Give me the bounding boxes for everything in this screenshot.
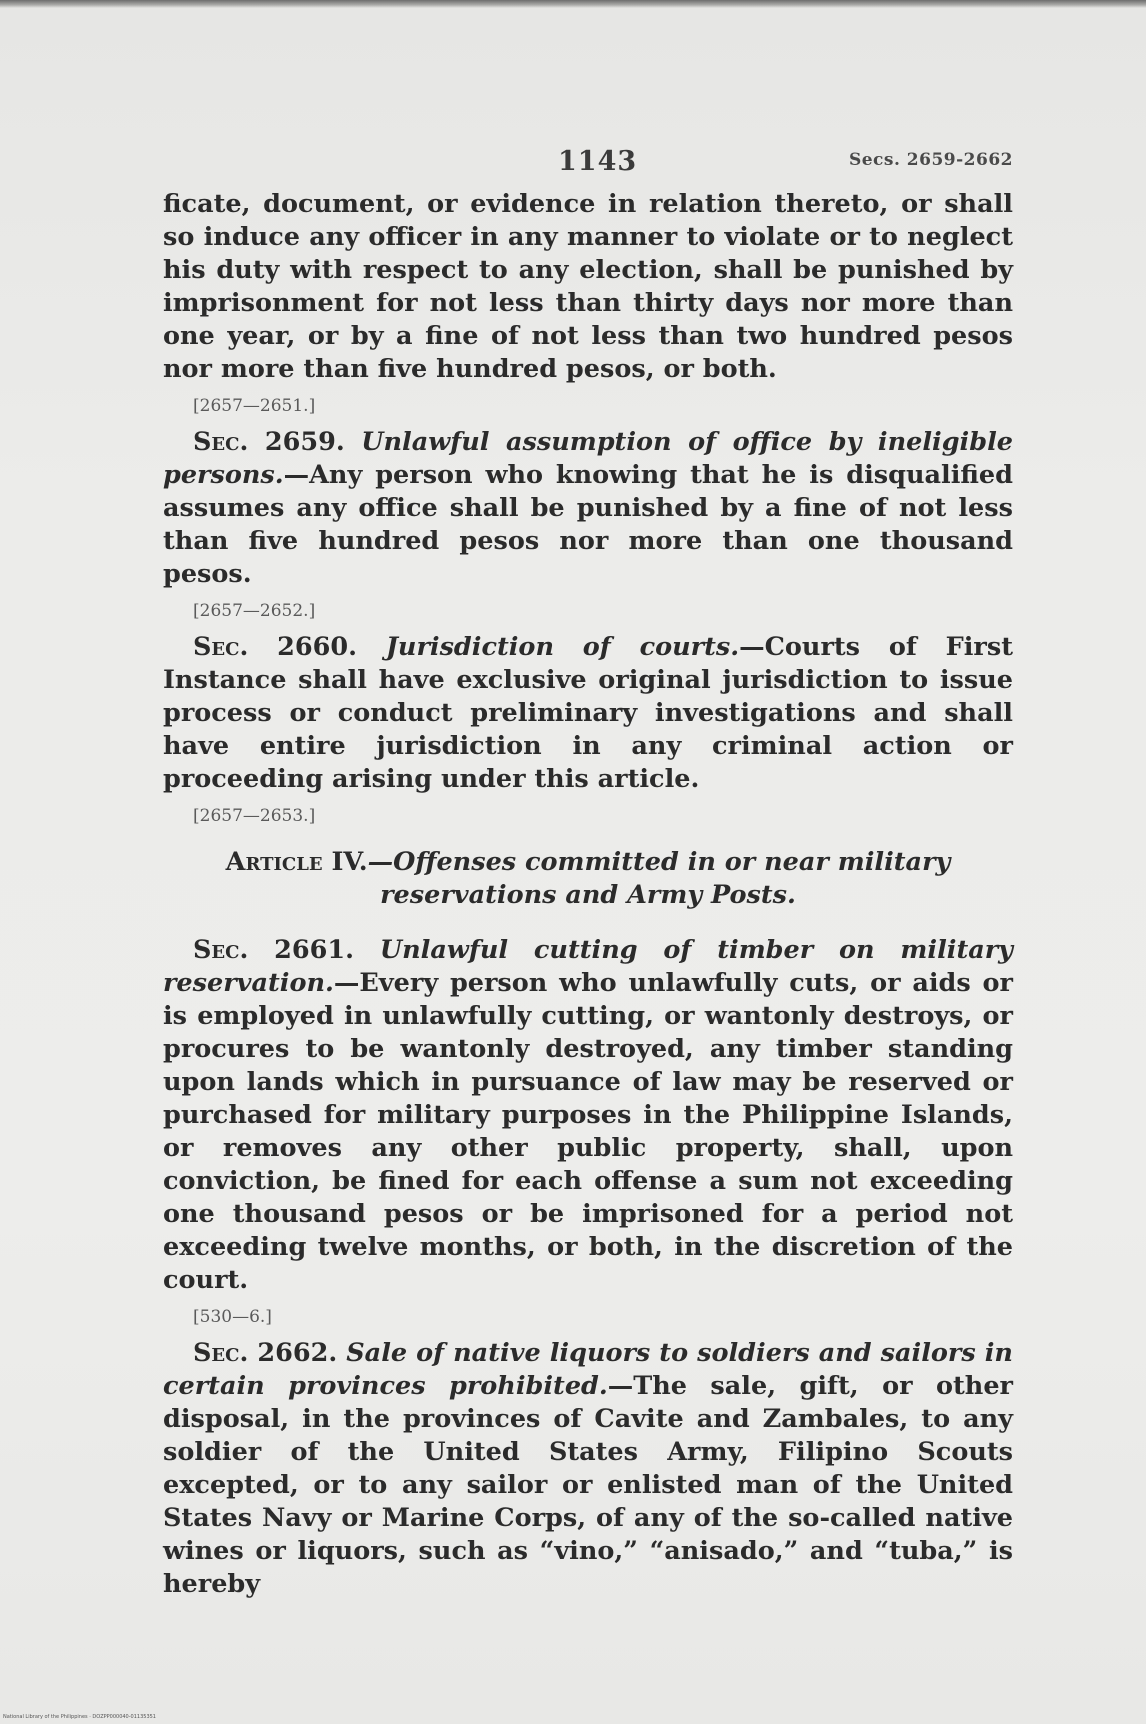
page-top-edge [0,0,1146,8]
source-reference: [2657—2652.] [193,601,316,621]
source-reference: [2657—2653.] [193,806,316,826]
section-title: Unlawful cutting of timber on military reservation. [163,935,1014,998]
article-heading [163,846,1013,912]
section-label: Sec. 2662. [193,1338,338,1368]
page-content [163,140,1013,1601]
section-2661 [163,934,1013,1297]
section-2660 [163,631,1013,796]
section-label: Sec. 2660. [193,632,358,662]
section-text: —The sale, gift, or other disposal, in the provinces of Cavite and Zambales, to any soldier of the United States Army, Filipino Scouts excepted, or to any sailor or enlisted man of the United States Navy or Marine Corps, of any of the so-called native wines or liquors, such as “vino,” “anisado,” and “tuba,” is hereby [163,1371,1013,1599]
source-reference: [530—6.] [193,1307,272,1327]
continuation-paragraph: ficate, document, or evidence in relation thereto, or shall so induce any officer in any manner to violate or to neglect his duty with respect to any election, shall be punished by imprisonment for not less than thirty days nor more than one year, or by a fine of not less than two hundred pesos nor more than five hundred pesos, or both. [163,189,1013,384]
page-number: 1143 [558,146,638,177]
sections-range: Secs. 2659-2662 [848,150,1013,170]
section-title: Sale of native liquors to soldiers and sailors in certain provinces prohibited. [163,1338,1013,1401]
section-text: —Courts of First Instance shall have exclusive original jurisdiction to issue process or conduct preliminary investigations and shall have entire jurisdiction in any criminal action or proceeding arising under this article. [163,632,1014,794]
section-2662 [163,1337,1013,1601]
article-label: Article IV. [225,847,368,877]
scan-footer-note: National Library of the Philippines · DOZPP000040-01135351 [3,1714,156,1720]
section-title: Jurisdiction of courts. [385,632,740,662]
section-label: Sec. 2661. [193,935,355,965]
page-header [163,140,1013,188]
section-text: —Every person who unlawfully cuts, or aids or is employed in unlawfully cutting, or wantonly destroys, or procures to be wantonly destroyed, any timber standing upon lands which in pursuance of law may be reserved or purchased for military purposes in the Philippine Islands, or removes any other public property, shall, upon conviction, be fined for each offense a sum not exceeding one thousand pesos or be imprisoned for a period not exceeding twelve months, or both, in the discretion of the court. [163,968,1013,1295]
section-title: Unlawful assumption of office by ineligible persons. [163,427,1013,490]
section-label: Sec. 2659. [193,427,345,457]
source-reference: [2657—2651.] [193,396,316,416]
section-text: —Any person who knowing that he is disqualified assumes any office shall be punished by a fine of not less than five hundred pesos nor more than one thousand pesos. [163,460,1013,589]
article-title: —Offenses committed in or near military reservations and Army Posts. [367,847,951,910]
section-2659 [163,426,1013,591]
